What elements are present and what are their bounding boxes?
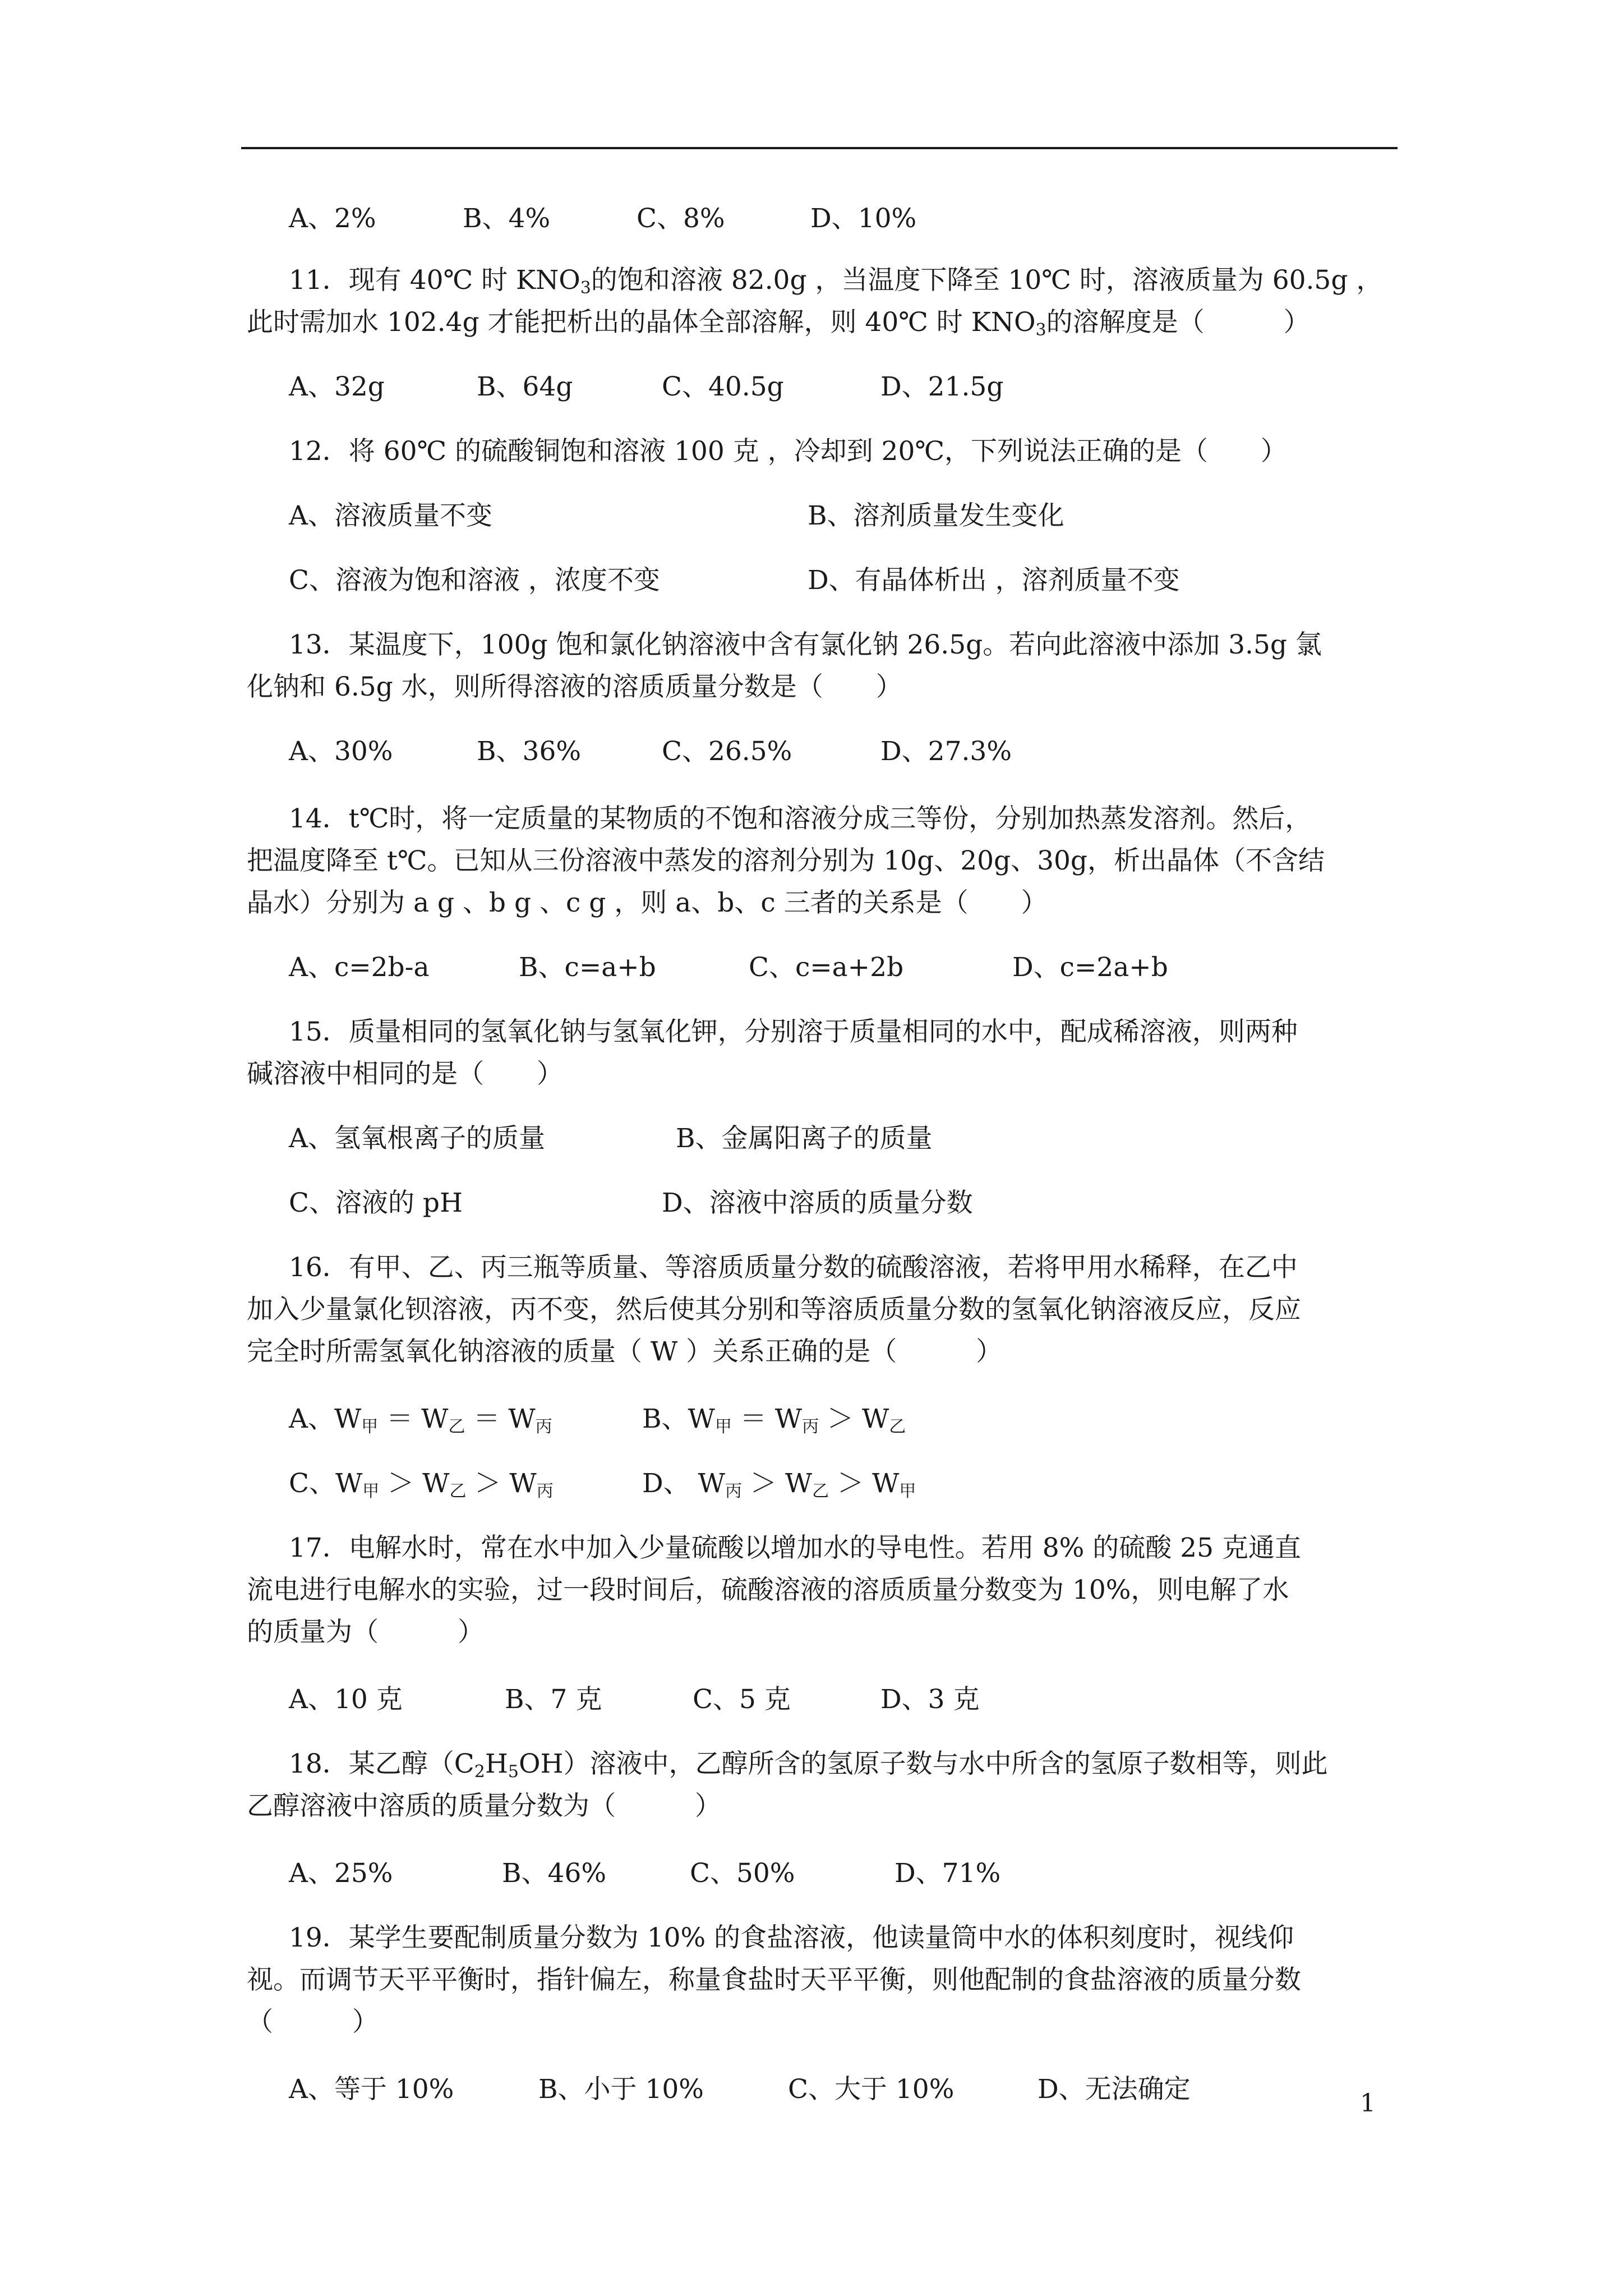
q13-option-c: C、26.5% <box>662 736 792 767</box>
q18-option-a: A、25% <box>289 1858 393 1889</box>
q15-option-a: A、氢氧根离子的质量 <box>289 1123 545 1154</box>
q14-line-2: 把温度降至 t℃。已知从三份溶液中蒸发的溶剂分别为 10g、20g、30g，析出晶体（不含结 <box>247 845 1325 876</box>
q17-option-b: B、7 克 <box>505 1684 602 1715</box>
q14-line-3: 晶水）分别为 a g 、b g 、c g ，则 a、b、c 三者的关系是（ ） <box>247 887 1048 918</box>
q13-line-2: 化钠和 6.5g 水，则所得溶液的溶质质量分数是（ ） <box>247 671 902 702</box>
q15-option-d: D、溶液中溶质的质量分数 <box>662 1188 973 1218</box>
q12-option-d: D、有晶体析出 ，溶剂质量不变 <box>808 565 1180 596</box>
q11-option-d: D、21.5g <box>880 371 1004 402</box>
q12-option-c: C、溶液为饱和溶液 ，浓度不变 <box>289 565 660 596</box>
q14-option-d: D、c=2a+b <box>1012 952 1168 983</box>
q15-option-b: B、金属阳离子的质量 <box>676 1123 933 1154</box>
page-number: 1 <box>1360 2089 1376 2118</box>
q19-line-1: 19．某学生要配制质量分数为 10% 的食盐溶液，他读量筒中水的体积刻度时，视线仰 <box>289 1922 1294 1953</box>
q10-option-c: C、8% <box>637 203 725 234</box>
q11-option-b: B、64g <box>477 371 573 402</box>
q15-line-1: 15．质量相同的氢氧化钠与氢氧化钾，分别溶于质量相同的水中，配成稀溶液，则两种 <box>289 1016 1298 1047</box>
header-rule <box>241 147 1398 149</box>
q19-option-a: A、等于 10% <box>289 2074 454 2105</box>
q16-option-d: D、 $W_丙 > W_乙 > W_甲$ <box>642 1468 916 1501</box>
q18-option-c: C、50% <box>690 1858 795 1889</box>
q18-option-d: D、71% <box>895 1858 1001 1889</box>
q12-option-a: A、溶液质量不变 <box>289 500 492 531</box>
q13-line-1: 13．某温度下，100g 饱和氯化钠溶液中含有氯化钠 26.5g。若向此溶液中添加 3.5g 氯 <box>289 629 1322 660</box>
q16-option-b: B、$W_甲 = W_丙 > W_乙$ <box>642 1404 906 1437</box>
q11-option-a: A、32g <box>289 371 385 402</box>
q18-option-b: B、46% <box>502 1858 607 1889</box>
q11-line-1: 11．现有 40℃ 时 $KNO_3$的饱和溶液 82.0g ，当温度下降至 10℃ 时，溶液质量为 60.5g ， <box>289 265 1383 298</box>
q17-line-1: 17．电解水时，常在水中加入少量硫酸以增加水的导电性。若用 8% 的硫酸 25 克通直 <box>289 1533 1301 1563</box>
q13-option-a: A、30% <box>289 736 393 767</box>
q12-option-b: B、溶剂质量发生变化 <box>808 500 1064 531</box>
q18-line-2: 乙醇溶液中溶质的质量分数为（ ） <box>247 1791 721 1821</box>
q15-line-2: 碱溶液中相同的是（ ） <box>247 1059 563 1089</box>
q17-line-3: 的质量为（ ） <box>247 1617 484 1648</box>
q19-option-d: D、无法确定 <box>1038 2074 1191 2105</box>
q16-line-1: 16．有甲、乙、丙三瓶等质量、等溶质质量分数的硫酸溶液，若将甲用水稀释，在乙中 <box>289 1252 1298 1283</box>
q11-option-c: C、40.5g <box>662 371 784 402</box>
q13-option-b: B、36% <box>477 736 582 767</box>
q16-option-a: A、$W_甲 = W_乙 = W_丙$ <box>289 1404 552 1437</box>
q10-option-a: A、2% <box>289 203 376 234</box>
q13-option-d: D、27.3% <box>880 736 1012 767</box>
q19-option-c: C、大于 10% <box>788 2074 955 2105</box>
q19-line-3: （ ） <box>247 2007 379 2037</box>
q16-line-3: 完全时所需氢氧化钠溶液的质量（ W ）关系正确的是（ ） <box>247 1336 1003 1367</box>
q16-option-c: C、$W_甲 > W_乙 > W_丙$ <box>289 1468 554 1501</box>
q14-option-a: A、c=2b-a <box>289 952 430 983</box>
q15-option-c: C、溶液的 pH <box>289 1188 463 1218</box>
q10-option-d: D、10% <box>810 203 917 234</box>
q14-line-1: 14．t℃时，将一定质量的某物质的不饱和溶液分成三等份，分别加热蒸发溶剂。然后， <box>289 803 1312 834</box>
q19-option-b: B、小于 10% <box>538 2074 704 2105</box>
q16-line-2: 加入少量氯化钡溶液，丙不变，然后使其分别和等溶质质量分数的氢氧化钠溶液反应，反应 <box>247 1294 1301 1325</box>
q17-option-a: A、10 克 <box>289 1684 403 1715</box>
q17-line-2: 流电进行电解水的实验，过一段时间后，硫酸溶液的溶质质量分数变为 10%，则电解了水 <box>247 1575 1289 1605</box>
q14-option-c: C、c=a+2b <box>749 952 904 983</box>
q10-option-b: B、4% <box>463 203 551 234</box>
q18-line-1: 18．某乙醇$(C_2H_5OH)$溶液中，乙醇所含的氢原子数与水中所含的氢原子数相等，则此 <box>289 1749 1328 1782</box>
q14-option-b: B、c=a+b <box>519 952 656 983</box>
q17-option-d: D、3 克 <box>880 1684 980 1715</box>
q19-line-2: 视。而调节天平平衡时，指针偏左，称量食盐时天平平衡，则他配制的食盐溶液的质量分数 <box>247 1964 1301 1995</box>
q11-line-2: 此时需加水 102.4g 才能把析出的晶体全部溶解，则 40℃ 时 $KNO_3$的溶解度是（ ） <box>247 307 1310 340</box>
q12-line-1: 12．将 60℃ 的硫酸铜饱和溶液 100 克 ，冷却到 20℃，下列说法正确的是（ ） <box>289 436 1287 467</box>
q17-option-c: C、5 克 <box>693 1684 791 1715</box>
